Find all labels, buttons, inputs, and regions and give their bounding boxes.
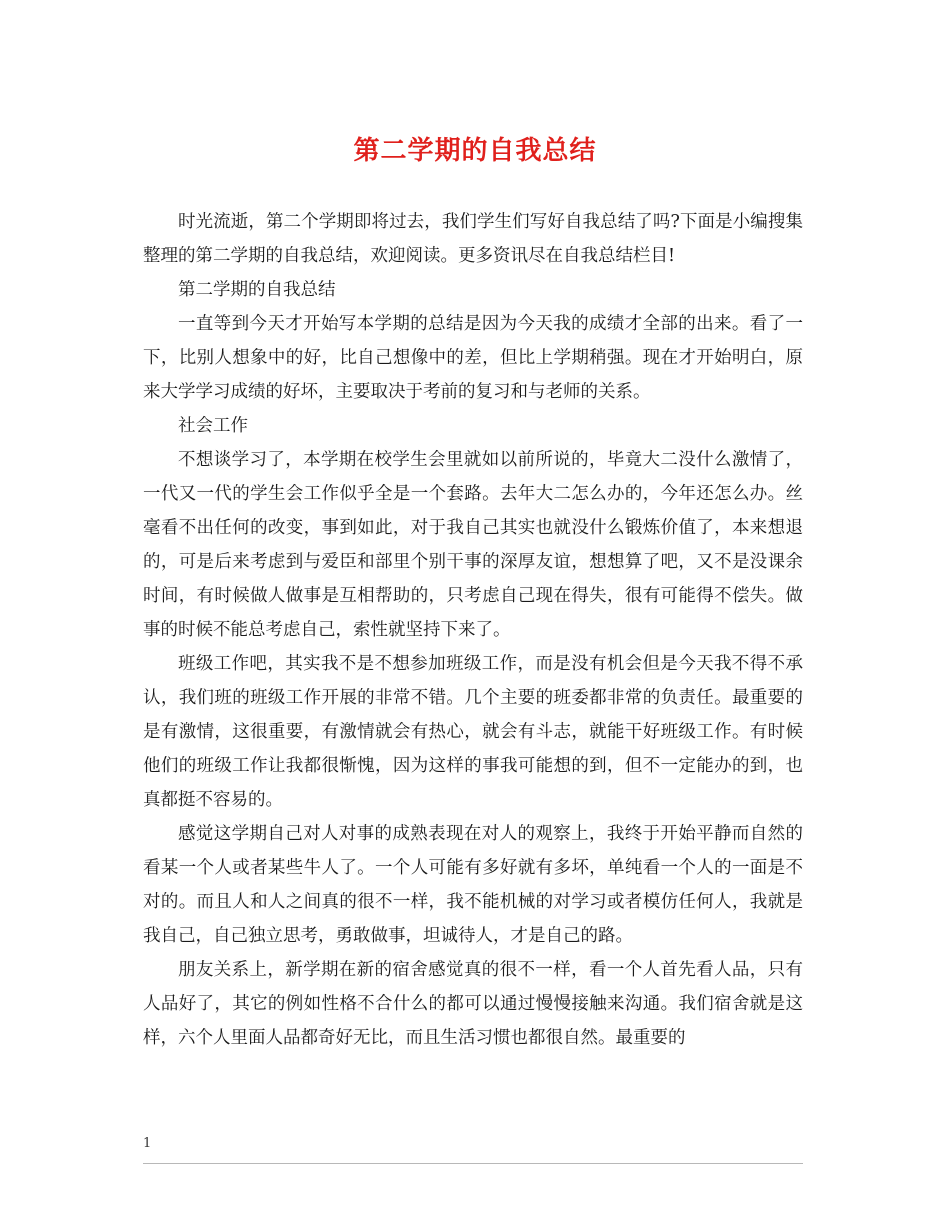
page-number: 1 [143,1136,152,1151]
paragraph-subheading: 第二学期的自我总结 [178,280,336,300]
paragraph-maturity: 感觉这学期自己对人对事的成熟表现在对人的观察上，我终于开始平静而自然的看某一个人或者某些牛人了。一个人可能有多好就有多坏，单纯看一个人的一面是不对的。而且人和人之间真的很不一样，我不能机械的对学习或者模仿任何人，我就是我自己，自己独立思考，勇敢做事，坦诚待人，才是自己的路。 [143,824,803,946]
document-body [143,205,803,1055]
paragraph-class-work: 班级工作吧，其实我不是不想参加班级工作，而是没有机会但是今天我不得不承认，我们班的班级工作开展的非常不错。几个主要的班委都非常的负责任。最重要的是有激情，这很重要，有激情就会有热心，就会有斗志，就能干好班级工作。有时候他们的班级工作让我都很惭愧，因为这样的事我可能想的到，但不一定能办的到，也真都挺不容易的。 [143,654,803,810]
document-title: 第二学期的自我总结 [353,136,597,166]
paragraph-intro: 时光流逝，第二个学期即将过去，我们学生们写好自我总结了吗?下面是小编搜集整理的第二学期的自我总结，欢迎阅读。更多资讯尽在自我总结栏目! [143,212,803,266]
paragraph-friendship: 朋友关系上，新学期在新的宿舍感觉真的很不一样，看一个人首先看人品，只有人品好了，其它的例如性格不合什么的都可以通过慢慢接触来沟通。我们宿舍就是这样，六个人里面人品都奇好无比，而且生活习惯也都很自然。最重要的 [143,960,803,1048]
paragraph-section-heading: 社会工作 [178,416,248,436]
footer-divider [143,1163,803,1164]
paragraph-grades: 一直等到今天才开始写本学期的总结是因为今天我的成绩才全部的出来。看了一下，比别人想象中的好，比自己想像中的差，但比上学期稍强。现在才开始明白，原来大学学习成绩的好坏，主要取决于考前的复习和与老师的关系。 [143,314,803,402]
paragraph-student-union: 不想谈学习了，本学期在校学生会里就如以前所说的，毕竟大二没什么激情了，一代又一代的学生会工作似乎全是一个套路。去年大二怎么办的，今年还怎么办。丝毫看不出任何的改变，事到如此，对于我自己其实也就没什么锻炼价值了，本来想退的，可是后来考虑到与爱臣和部里个别干事的深厚友谊，想想算了吧，又不是没课余时间，有时候做人做事是互相帮助的，只考虑自己现在得失，很有可能得不偿失。做事的时候不能总考虑自己，索性就坚持下来了。 [143,450,803,640]
